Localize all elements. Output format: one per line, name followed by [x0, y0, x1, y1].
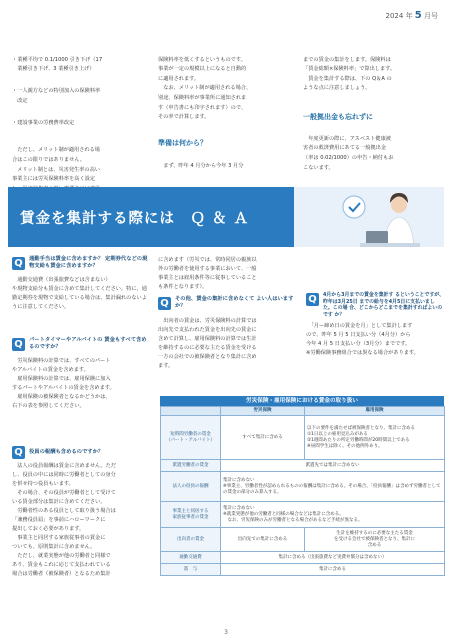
- question-icon: Q: [12, 257, 25, 270]
- qa-banner: [8, 187, 444, 247]
- column-header: 労災保険: [221, 407, 305, 416]
- heading-preparation: 準備は何から？: [158, 139, 207, 148]
- table-row: [161, 416, 445, 460]
- cell: 集計に含める: [221, 564, 445, 576]
- table-row: [161, 564, 445, 576]
- row-label: 出向者の賃金: [161, 528, 221, 552]
- answer-text: 法人の役員報酬は賃金に含めません。ただ し、役員の中には同時に労働者としての身分 を併せ持つ役員もいます。 その場合、その役員が労働者として受けて いる賃金部分は集計に含めてください。 労働者性のある役員として取り扱う場合は 「兼務役員届」を事前にハローワークに 提出しておく必要があります。 事業主と同居する家族従事者の賃金に ついても、原則集計に含めません。 ただし、就業実態が他の労働者と同様で あり、賃金もこれに応じて支払われている 場合は労働者（被保険者）となるため集計: [12, 463, 117, 578]
- column-header: [161, 407, 221, 416]
- table-row: [161, 502, 445, 528]
- qa-item-5: [306, 292, 444, 358]
- qa-item-1: [12, 256, 148, 312]
- question-text: 4月から3月までの賃金を集計す るということですが、昨年は3月25日 までの給与を4月5日に支払いました。この場 合、どこからどこまでを集計すればよいのです か？: [323, 292, 444, 318]
- person-at-desk-illustration: [294, 187, 444, 247]
- table-row: [161, 472, 445, 502]
- bullet-2: ・一人親方などの特別加入の保険料率 改定: [12, 88, 101, 104]
- top-column-3: [303, 46, 441, 186]
- col2-paragraph-2: まず、昨年 4 月分から今年 3 月分: [158, 162, 244, 169]
- question-text: パートタイマーやアルバイトの 賃金もすべて含めるのですか？: [29, 337, 147, 351]
- cell: 出向先での集計に含める: [221, 528, 305, 552]
- cell: 生計を維持するのに必要な主たる賃金 を受ける会社で被保険者となり、集計に 含める: [305, 528, 445, 552]
- cell: 集計に含めない ※就業実態が他の労働者と同様の場合などは集計に含める。 なお、労災保険のみが労働者となる場合があるなど手続が異なる。: [221, 502, 445, 528]
- qa-continuation-text: に含めます（労災では、常時同居の親族以 外の労働者を使用する事業において、一般 事業主とは雇用条件等に従事していること も条件となります）。: [158, 257, 257, 290]
- cell: 以下の要件を満たせば被保険者となり、集計に含める ①1日以上の雇用見込みがある ②1週間あたりの所定労働時間が20時間以上である ※昼間学生は除く。その他例外あり。: [305, 416, 445, 460]
- table-header-row: [161, 407, 445, 416]
- bullet-3: ・建設事業の労務費率改定: [12, 120, 75, 127]
- qa-item-3: [12, 446, 148, 579]
- question-icon: Q: [12, 446, 25, 459]
- page-number: 3: [224, 629, 228, 636]
- table-row: [161, 528, 445, 552]
- question-text: 役員の報酬も含めるのですか？: [29, 449, 104, 455]
- answer-text: 「月ー締め日の賃金を月」として集計します ので、昨年 5 月 5 日支払い分（4月分）から 今年 4 月 5 日支払い分（3月分）までです。 ※労働保険事務組合では異なる場合があります。: [306, 323, 419, 357]
- issue-month: 5: [414, 10, 422, 21]
- top-column-1: [12, 46, 145, 207]
- answer-text: 通勤交通費（出張旅費などは含まない） や現物支給分も賃金に含めて集計してください。特に、通勤定期券を現物で支給している場合は、集計漏れのないように注意してください。: [12, 276, 147, 310]
- col2-paragraph-1: 保険料率を低くするというものです。 事業が一定の規模以上になると自動的 に適用されます。 なお、メリット制が適用される場合、 別途、保険料率が事業所に通知されま す（申告書にも印字されます）ので、 その率で計算します。: [158, 56, 252, 121]
- col3-paragraph-1: までの賃金の集計をします。保険料は 「賃金総額×保険料率」で算出します。 賃金を集計する際は、下の Q＆A の ような点に注意しましょう。: [303, 56, 396, 92]
- row-label: 派遣労働者の賃金: [161, 460, 221, 472]
- question-icon: Q: [306, 293, 319, 306]
- cell: 集計に含める（出張旅費など実費弁償分は含めない）: [221, 552, 445, 564]
- question-icon: Q: [12, 338, 25, 351]
- top-column-2: [158, 46, 291, 184]
- table-row: [161, 552, 445, 564]
- cell: 集計に含めない ※事業主、労働者性が認められるものの報酬は集計に含める。その場合、「役員報酬」は含めず労働者としての賃金の部分のみ算入する。: [221, 472, 445, 502]
- bullet-1: ・業種平均で 0.1/1000 引き下げ（17 業種引き下げ、3 業種引き上げ）: [12, 56, 103, 73]
- table-row: [161, 460, 445, 472]
- qa-item-4: [158, 296, 298, 371]
- row-label: 賞 与: [161, 564, 221, 576]
- row-label: 通勤交通費: [161, 552, 221, 564]
- issue-label: 2024 年 5 月号: [385, 10, 438, 21]
- question-text: その他、賃金の集計に含めなくて よい人はいますか？: [175, 296, 294, 310]
- col1-paragraph: ただし、メリット制が適用される場 合はこの限りではありません。 メリット制とは、災害発生率の高い 事業主には労災保険料率を高く設定: [12, 147, 100, 183]
- banner-title: 賃金を集計する際には Ｑ ＆ Ａ: [20, 211, 250, 227]
- row-label: 事業主と同居する 家族従事者の賃金: [161, 502, 221, 528]
- row-label: 法人の役員の報酬: [161, 472, 221, 502]
- col3-paragraph-2: 年度更新の際に、アスベスト健康被 害者の救済費用にあてる一般拠出金 （率は 0.02/1000）の申告・納付もお こないます。: [303, 135, 394, 171]
- answer-text: 労災保険料の計算では、すべてのパート やアルバイトの賃金を含めます。 雇用保険料の計算では、雇用保険に加入 するパートやアルバイトの賃金を含めます。 雇用保険の被保険者となるかどうかは、 右下の表を参照してください。: [12, 357, 115, 409]
- table: [160, 406, 445, 576]
- wage-handling-table: [160, 396, 444, 576]
- table-caption: 労災保険・雇用保険における賃金の取り扱い: [160, 396, 444, 406]
- cell: すべて集計に含める: [221, 416, 305, 460]
- question-icon: Q: [158, 297, 171, 310]
- column-header: 雇用保険: [305, 407, 445, 416]
- qa-item-2: [12, 337, 148, 411]
- question-text: 通勤手当は賃金に含めますか？ 定期券代などの現物支給も賃金に含めますか？: [29, 256, 148, 270]
- heading-general-contribution: 一般拠出金も忘れずに: [303, 112, 373, 121]
- cell: 派遣先では集計に含めない: [221, 460, 445, 472]
- row-label: 短時間労働者の賃金 （パート・アルバイト）: [161, 416, 221, 460]
- answer-text: 出向者の賃金は、労災保険料の計算では 出向先で支払われた賃金を出向先の賃金に 含めて計算し、雇用保険料の計算では生計 を維持するのに必要な主たる賃金を受ける 一方の会社での被保険者となり集計に含め ます。: [158, 317, 257, 369]
